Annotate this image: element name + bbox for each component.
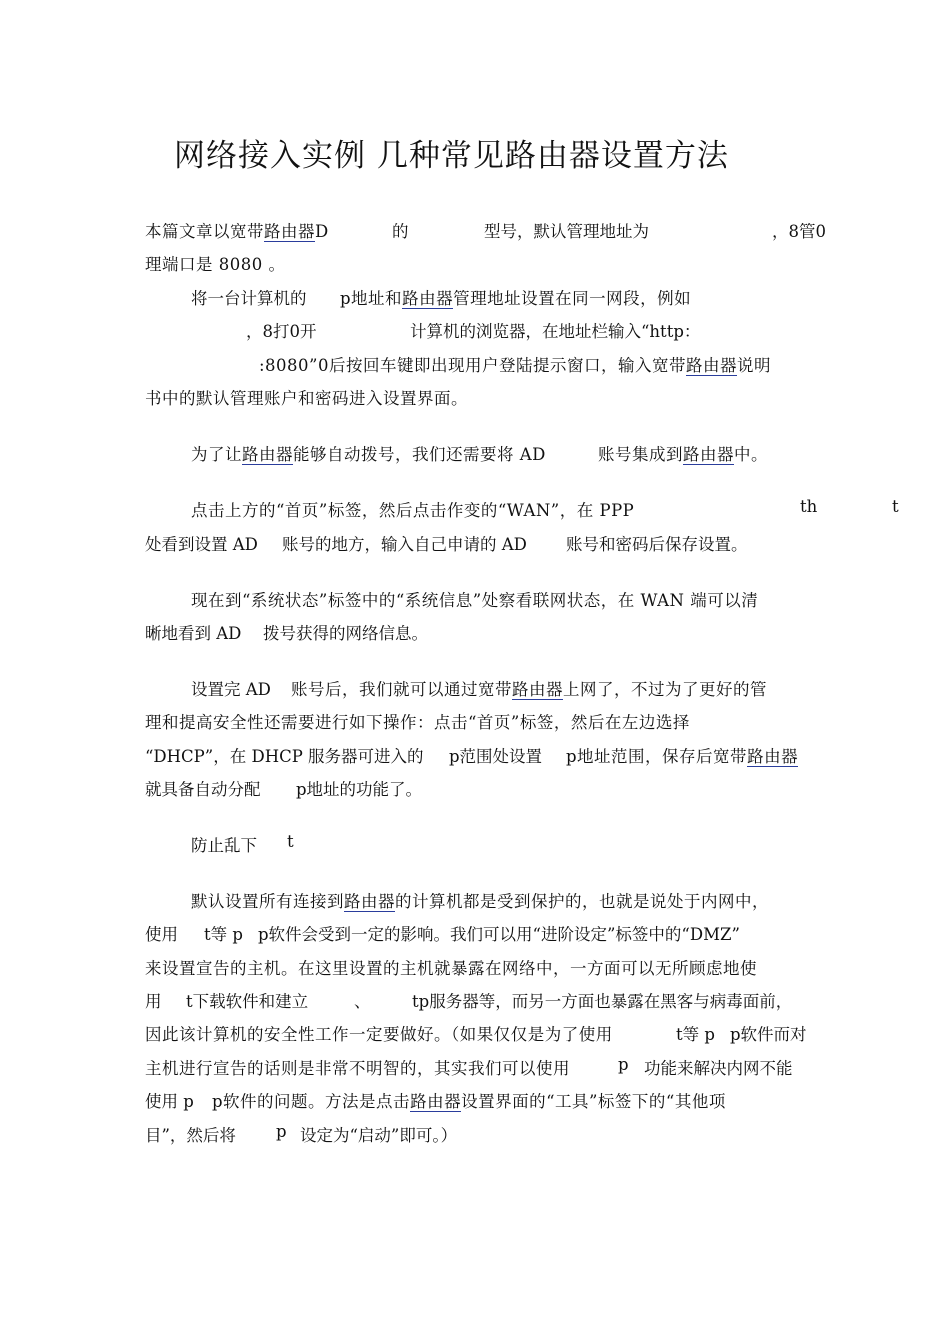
text: p范围处设置 <box>449 747 543 766</box>
text: “DHCP”，在 DHCP 服务器可进入的 <box>145 747 424 766</box>
text: 为了让 <box>191 445 242 464</box>
p1-line2: 理端口是 8080 。 <box>145 255 286 274</box>
text: 管理地址设置在同一网段，例如 <box>453 289 692 308</box>
p8-line5: 因此该计算机的安全性工作一定要做好。（如果仅仅是为了使用 <box>145 1025 613 1044</box>
text: 本篇文章以宽带 <box>145 222 264 241</box>
text: t下载软件和建立 <box>186 992 309 1011</box>
text: 上网了，不过为了更好的管 <box>563 680 767 699</box>
p3-line1 <box>191 441 546 465</box>
text: 账号和密码后保存设置。 <box>566 535 748 554</box>
router-link[interactable]: 路由器 <box>264 222 315 241</box>
text: D <box>315 222 329 241</box>
text: 使用 p <box>145 1092 194 1111</box>
text: p软件的问题。方法是点击 <box>212 1092 411 1111</box>
text: 设定为“启动”即可。） <box>300 1126 458 1145</box>
text: 、 <box>354 992 371 1011</box>
router-link[interactable]: 路由器 <box>242 445 293 464</box>
text: 账号后，我们就可以通过宽带 <box>291 680 512 699</box>
text: t <box>892 497 899 516</box>
text: 说明 <box>736 356 771 375</box>
text: 用 <box>145 992 162 1011</box>
text: p软件会受到一定的影响。我们可以用“进阶设定”标签中的“DMZ” <box>258 925 740 944</box>
text: p <box>618 1055 629 1074</box>
router-link[interactable]: 路由器 <box>512 680 563 699</box>
p8-line3: 来设置宣告的主机。在这里设置的主机就暴露在网络中，一方面可以无所顾虑地使 <box>145 959 757 978</box>
text: 功能来解决内网不能 <box>644 1059 793 1078</box>
text: tp服务器等，而另一方面也暴露在黑客与病毒面前， <box>412 992 793 1011</box>
text: 将一台计算机的 <box>191 289 307 308</box>
text: 计算机的浏览器，在地址栏输入“http： <box>410 322 701 341</box>
p1-line1 <box>145 218 329 242</box>
p8-line1 <box>191 888 769 912</box>
text: th <box>800 497 818 516</box>
text: 处看到设置 AD <box>145 535 258 554</box>
router-link[interactable]: 路由器 <box>344 892 395 911</box>
text: 的 <box>392 222 409 241</box>
p6-line1 <box>291 676 767 700</box>
text: t <box>287 832 294 851</box>
text: p地址和 <box>340 289 403 308</box>
text: 目”，然后将 <box>145 1126 236 1145</box>
p6-line3 <box>566 743 798 767</box>
router-link[interactable]: 路由器 <box>747 747 799 766</box>
p4-line1: 点击上方的“首页”标签，然后点击作变的“WAN”，在 PPP <box>191 501 635 520</box>
router-link[interactable]: 路由器 <box>410 1092 462 1111</box>
text: 账号集成到 <box>598 445 683 464</box>
router-link[interactable]: 路由器 <box>683 445 734 464</box>
text: 中。 <box>734 445 768 464</box>
p3-line1b <box>598 441 768 465</box>
text: 就具备自动分配 <box>145 780 261 799</box>
text: 账号的地方，输入自己申请的 AD <box>282 535 527 554</box>
text: 型号，默认管理地址为 <box>484 222 649 241</box>
p2-line3 <box>259 352 771 376</box>
text: :8080”0后按回车键即出现用户登陆提示窗口，输入宽带 <box>259 356 686 375</box>
text: ，8打0开 <box>246 322 317 341</box>
text: 拨号获得的网络信息。 <box>263 624 428 643</box>
p8-line6: 主机进行宣告的话则是非常不明智的，其实我们可以使用 <box>145 1059 570 1078</box>
p8-line7 <box>212 1088 726 1112</box>
text: 的计算机都是受到保护的，也就是说处于内网中， <box>395 892 769 911</box>
text: p <box>276 1122 287 1141</box>
text: p地址的功能了。 <box>296 780 423 799</box>
p5-line1: 现在到“系统状态”标签中的“系统信息”处察看联网状态，在 WAN 端可以清 <box>191 591 759 610</box>
p2-line4: 书中的默认管理账户和密码进入设置界面。 <box>145 389 468 408</box>
router-link[interactable]: 路由器 <box>402 289 454 308</box>
text: p地址范围，保存后宽带 <box>566 747 748 766</box>
text: 设置完 AD <box>191 680 271 699</box>
router-link[interactable]: 路由器 <box>685 356 737 375</box>
text: t等 p <box>676 1025 715 1044</box>
text: p软件而对 <box>730 1025 807 1044</box>
page-title: 网络接入实例 几种常见路由器设置方法 <box>174 138 729 174</box>
text: 晰地看到 AD <box>145 624 242 643</box>
text: t等 p <box>204 925 243 944</box>
section-heading: 防止乱下 <box>191 836 257 855</box>
text: 默认设置所有连接到 <box>191 892 344 911</box>
text: 能够自动拨号，我们还需要将 AD <box>293 445 546 464</box>
text: 设置界面的“工具”标签下的“其他项 <box>461 1092 726 1111</box>
p6-line2: 理和提高安全性还需要进行如下操作：点击“首页”标签，然后在左边选择 <box>145 713 690 732</box>
p2-line1 <box>340 285 691 309</box>
text: ，8管0 <box>772 222 826 241</box>
text: 使用 <box>145 925 178 944</box>
